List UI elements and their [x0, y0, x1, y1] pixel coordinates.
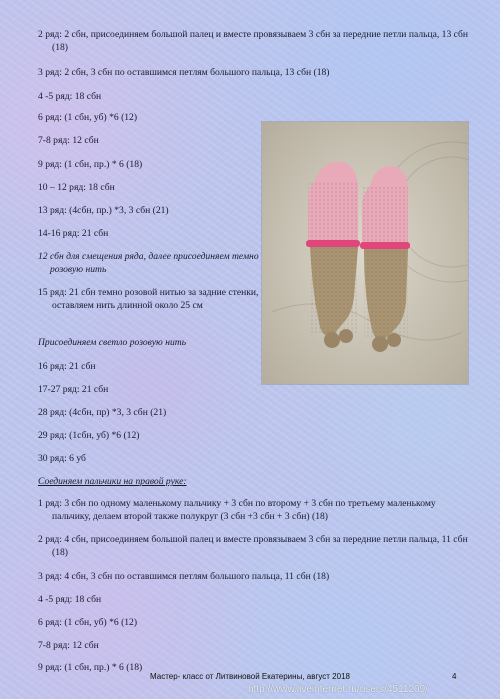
row-29: 29 ряд: (1сбн, уб) *6 (12): [38, 430, 140, 441]
row-3: 3 ряд: 2 сбн, 3 сбн по оставшимся петлям большого пальца, 13 сбн (18): [38, 67, 330, 78]
rh-row-9: 9 ряд: (1 сбн, пр.) * 6 (18): [38, 662, 143, 673]
rh-row-3: 3 ряд: 4 сбн, 3 сбн по оставшимся петлям большого пальца, 11 сбн (18): [38, 571, 330, 582]
row-16: 16 ряд: 21 сбн: [38, 361, 96, 372]
row-28: 28 ряд: (4сбн, пр) *3, 3 сбн (21): [38, 407, 167, 418]
doll-arms-illustration: [262, 122, 468, 384]
watermark-url: http://www.liveinternet.ru/users/4511209/: [248, 684, 428, 695]
rh-row-2: 2 ряд: 4 сбн, присоединяем большой палец и вместе провязываем 3 сбн за передние петли пальца, 11 сбн (18): [38, 534, 468, 558]
shift-note: 12 сбн для смещения ряда, далее присоединяем темно розовую нить: [38, 251, 259, 275]
doll-arms-photo: [262, 122, 468, 384]
row-14-16: 14-16 ряд: 21 сбн: [38, 228, 109, 239]
row-17-27: 17-27 ряд: 21 сбн: [38, 384, 109, 395]
row-7-8: 7-8 ряд: 12 сбн: [38, 135, 99, 146]
rh-row-1: 1 ряд: 3 сбн по одному маленькому пальчику + 3 сбн по второму + 3 сбн по третьему маленькому пальчику, делаем второй также полукруг (3 сбн +3 сбн + 3 сбн) (18): [38, 498, 436, 522]
row-2: 2 ряд: 2 сбн, присоединяем большой палец и вместе провязываем 3 сбн за передние петли пальца, 13 сбн (18): [38, 29, 469, 53]
row-13: 13 ряд: (4сбн, пр.) *3, 3 сбн (21): [38, 205, 169, 216]
light-pink-note: Присоединяем светло розовую нить: [38, 337, 187, 348]
page-number: 4: [452, 672, 457, 681]
rh-row-4-5: 4 -5 ряд: 18 сбн: [38, 594, 102, 605]
right-hand-heading: Соединяем пальчики на правой руке:: [38, 476, 187, 487]
row-10-12: 10 – 12 ряд: 18 сбн: [38, 182, 115, 193]
rh-row-7-8: 7-8 ряд: 12 сбн: [38, 640, 99, 651]
row-30: 30 ряд: 6 уб: [38, 453, 86, 464]
footer-credit: Мастер- класс от Литвиновой Екатерины, август 2018: [150, 672, 350, 681]
rh-row-6: 6 ряд: (1 сбн, уб) *6 (12): [38, 617, 138, 628]
row-4-5: 4 -5 ряд: 18 сбн: [38, 91, 102, 102]
row-6: 6 ряд: (1 сбн, уб) *6 (12): [38, 112, 138, 123]
row-15-dark-pink: 15 ряд: 21 сбн темно розовой нитью за задние стенки, оставляем нить длинной около 25 см: [38, 287, 259, 311]
row-9: 9 ряд: (1 сбн, пр.) * 6 (18): [38, 159, 143, 170]
